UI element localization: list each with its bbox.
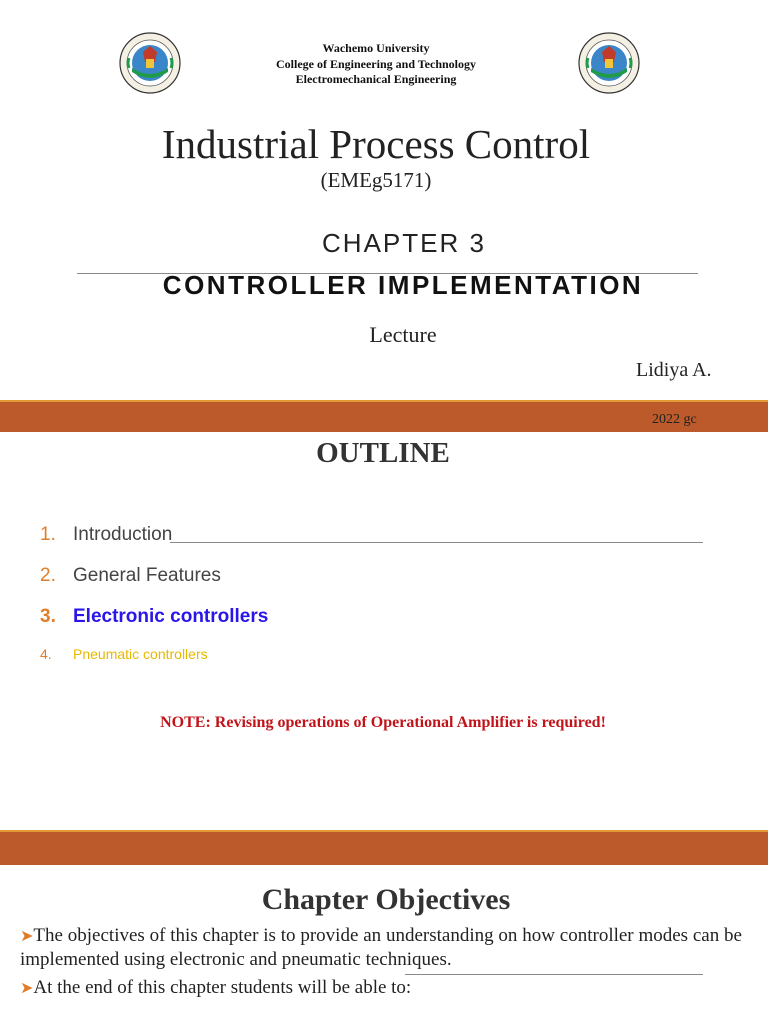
arrow-bullet-icon: ➤ (20, 980, 34, 997)
outline-item (40, 524, 172, 546)
outline-item-number: 4. (40, 646, 52, 662)
objectives-divider (405, 974, 703, 975)
department-name: Electromechanical Engineering (295, 72, 457, 86)
objective-bullet (20, 977, 742, 999)
opamp-note: NOTE: Revising operations of Operational Amplifier is required! (160, 714, 606, 731)
university-name: Wachemo University (322, 41, 430, 55)
outline-item-number: 3. (40, 606, 56, 627)
outline-title: OUTLINE (316, 437, 450, 469)
outline-item (40, 646, 208, 662)
outline-divider (170, 542, 703, 543)
outline-item-text: Introduction (73, 524, 173, 545)
objective-bullet-text: The objectives of this chapter is to provide an understanding on how controller modes can be implemented using electronic and pneumatic techniques. (20, 925, 742, 970)
arrow-bullet-icon: ➤ (20, 928, 34, 945)
outline-item (40, 565, 221, 587)
objective-bullet (20, 924, 742, 971)
footer-accent-line (0, 400, 768, 402)
outline-item-text: Pneumatic controllers (73, 646, 208, 662)
outline-item-number: 2. (40, 565, 56, 586)
course-code: (EMEg5171) (320, 168, 432, 192)
outline-item-number: 1. (40, 524, 56, 545)
outline-item-current (40, 606, 268, 628)
objective-bullet-text: At the end of this chapter students will be able to: (33, 977, 412, 998)
objectives-title: Chapter Objectives (261, 883, 511, 916)
college-name: College of Engineering and Technology (275, 56, 477, 71)
course-title: Industrial Process Control (161, 121, 591, 167)
author-name: Lidiya A. (636, 359, 712, 381)
slide-footer-band (0, 832, 768, 865)
lecture-label: Lecture (369, 322, 437, 347)
chapter-title: CONTROLLER IMPLEMENTATION (162, 270, 644, 300)
institution-header (0, 41, 752, 88)
outline-item-text: Electronic controllers (73, 606, 269, 627)
outline-item-text: General Features (73, 565, 221, 586)
chapter-label: CHAPTER 3 (322, 228, 486, 258)
date-label: 2022 gc (652, 412, 697, 427)
